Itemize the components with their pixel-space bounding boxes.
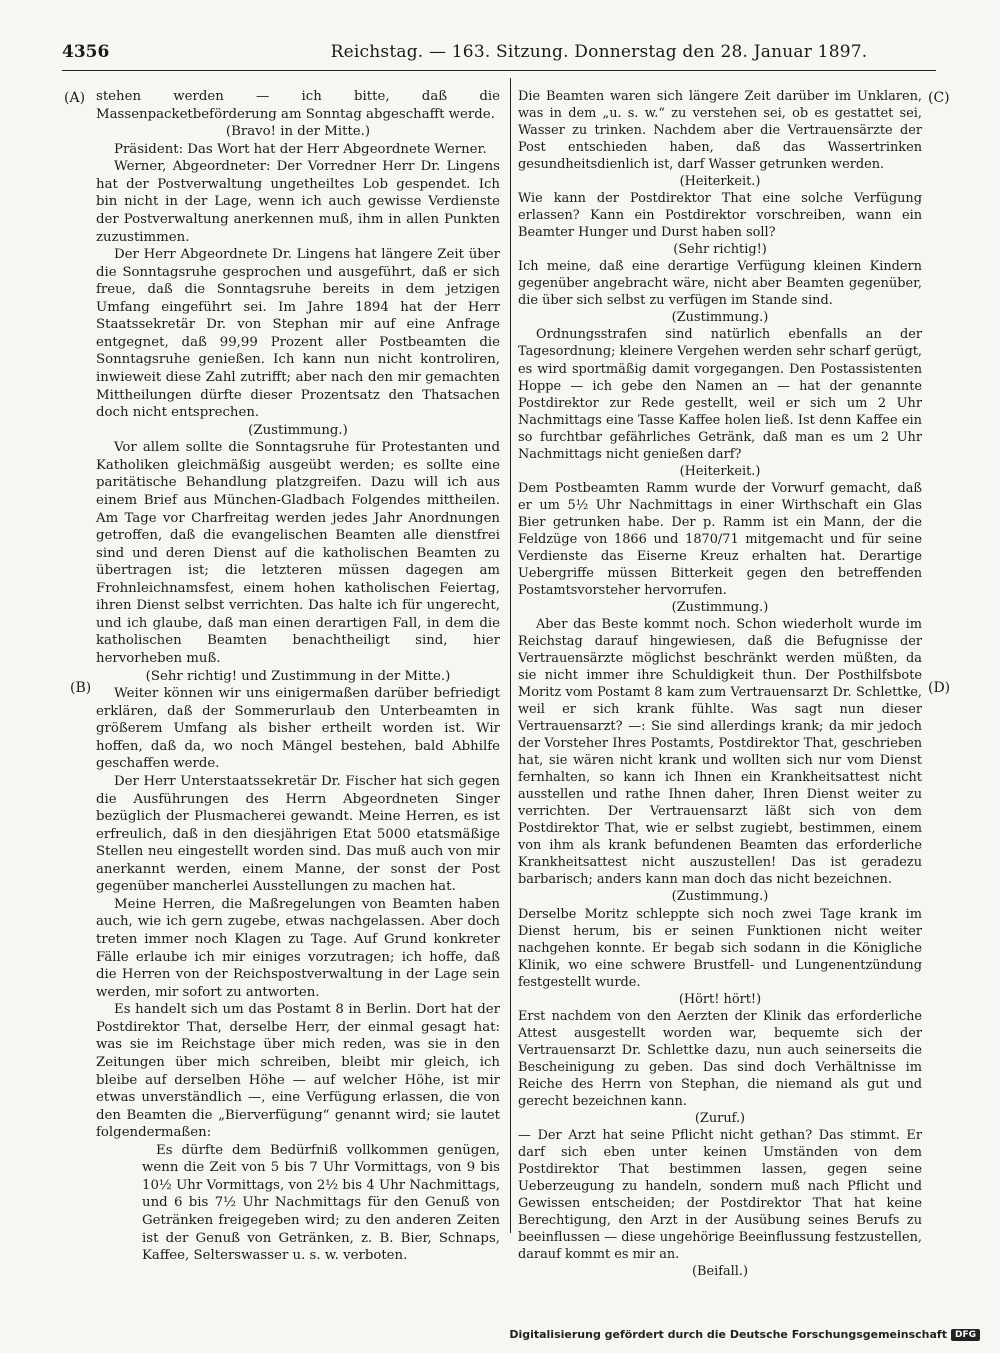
margin-mark-b: (B): [70, 680, 92, 696]
interjection: (Bravo! in der Mitte.): [225, 124, 371, 140]
quoted-decree: Es dürfte dem Bedürfniß vollkommen genügen, wenn die Zeit von 5 bis 7 Uhr Vormittags, von 9 bis 10½ Uhr Vormittags, von 2½ bis 4 Uhr Nachmittags, und 6 bis 7½ Uhr Nachmittags für den Genuß von Getränken freigegeben wird; zu den anderen Zeiten ist der Genuß von Getränken, z. B. Bier, Schnaps, Kaffee, Selterswasser u. s. w. verboten.: [142, 1142, 500, 1264]
paragraph: Meine Herren, die Maßregelungen von Beamten haben auch, wie ich gern zugebe, etwas nachgelassen. Aber doch treten immer noch Klagen zu Tage. Auf Grund konkreter Fälle erlaube ich mir einiges vorzutragen; ich hoffe, daß die Herren von der Reichspostverwaltung in der Lage sein werden, mir sofort zu antworten.: [96, 896, 500, 1000]
paragraph: Derselbe Moritz schleppte sich noch zwei Tage krank im Dienst herum, bis er seinen Funktionen nicht weiter nachgehen konnte. Er begab sich sodann in die Königliche Klinik, wo eine schwere Brustfell- und Lungenentzündung festgestellt wurde.: [518, 906, 922, 990]
paragraph: Die Beamten waren sich längere Zeit darüber im Unklaren, was in dem „u. s. w.“ zu verstehen sei, ob es gestattet sei, Wasser zu trinken. Nachdem aber die Vertrauensärzte der Post entschieden haben, daß das Wassertrinken gesundheitsdienlich ist, darf Wasser getrunken werden.: [518, 89, 922, 173]
header-rule: [62, 70, 936, 71]
paragraph: Ich meine, daß eine derartige Verfügung kleinen Kindern gegenüber angebracht wäre, nicht aber Beamten gegenüber, die über sich selbst zu verfügen im Stande sind.: [518, 259, 922, 309]
margin-mark-d: (D): [928, 680, 951, 696]
paragraph: — Der Arzt hat seine Pflicht nicht gethan? Das stimmt. Er darf sich eben unter keinen Umständen von dem Postdirektor That bestimmen lassen, gegen seine Ueberzeugung zu handeln, sondern muß nach Pflicht und Gewissen entscheiden; der Postdirektor That hat keine Berechtigung, den Arzt in der Ausübung seines Berufs zu beeinflussen — diese ungehörige Beeinflussung festzustellen, darauf kommt es mir an.: [518, 1127, 922, 1263]
page-number: 4356: [62, 42, 110, 62]
paragraph: Vor allem sollte die Sonntagsruhe für Protestanten und Katholiken gleichmäßig ausgeübt werden; es sollte eine paritätische Behandlung platzgreifen. Dazu will ich aus einem Brief aus München-Gladbach Folgendes mittheilen. Am Tage vor Charfreitag werden jedes Jahr Anordnungen getroffen, daß die evangelischen Beamten alle dienstfrei sind und deren Dienst auf die katholischen Beamten zu übertragen ist; die letzteren müssen dagegen am Frohnleichnamsfest, einem hohen katholischen Feiertag, ihren Dienst selbst verrichten. Das halte ich für ungerecht, und ich glaube, daß man einen derartigen Fall, in dem die katholischen Beamten benachtheiligt sind, hier hervorheben muß.: [96, 440, 500, 666]
interjection: (Hört! hört!): [678, 991, 762, 1007]
paragraph: Wie kann der Postdirektor That eine solche Verfügung erlassen? Kann ein Postdirektor vorschreiben, wann ein Beamter Hunger und Durst haben soll?: [518, 191, 922, 241]
left-column: [96, 88, 500, 1265]
interjection: (Zustimmung.): [248, 422, 348, 438]
margin-mark-a: (A): [64, 90, 86, 106]
interjection: (Beifall.): [691, 1264, 749, 1280]
dfg-logo: DFG: [951, 1329, 980, 1341]
digitization-credit: [509, 1328, 980, 1341]
right-column: [518, 88, 922, 1280]
interjection: (Heiterkeit.): [679, 463, 761, 479]
margin-mark-c: (C): [928, 90, 950, 106]
credit-text: Digitalisierung gefördert durch die Deutsche Forschungsgemeinschaft: [509, 1328, 947, 1341]
column-divider: [510, 78, 511, 1233]
paragraph: Erst nachdem von den Aerzten der Klinik das erforderliche Attest ausgestellt worden war, bequemte sich der Vertrauensarzt Dr. Schlettke dazu, nun auch seinerseits die Bescheinigung zu geben. Das sind doch Verhältnisse im Reiche des Herrn von Stephan, die niemand als gut und gerecht bezeichnen kann.: [518, 1008, 922, 1109]
paragraph: Aber das Beste kommt noch. Schon wiederholt wurde im Reichstag darauf hingewiesen, daß die Befugnisse der Vertrauensärzte möglichst beschränkt werden müßten, da sie nicht immer ihre Schuldigkeit thun. Der Posthilfsbote Moritz vom Postamt 8 kam zum Vertrauensarzt Dr. Schlettke, weil er sich krank fühlte. Was sagt nun dieser Vertrauensarzt? —: Sie sind allerdings krank; da mir jedoch der Vorsteher Ihres Postamts, Postdirektor That, geschrieben hat, sie wären nicht krank und wollten sich nur vom Dienst fernhalten, so kann ich Ihnen ein Krankheitsattest nicht ausstellen und rathe Ihnen daher, Ihren Dienst weiter zu verrichten. Der Vertrauensarzt läßt sich von dem Postdirektor That, wie er selbst zugiebt, bestimmen, einem von ihm als krank befundenen Beamten das erforderliche Krankheitsattest nicht auszustellen! Das ist geradezu barbarisch; anders kann man doch das nicht bezeichnen.: [518, 616, 922, 888]
interjection: (Zustimmung.): [671, 310, 769, 326]
interjection: (Zuruf.): [694, 1110, 746, 1126]
interjection: (Zustimmung.): [671, 599, 769, 615]
paragraph: Ordnungsstrafen sind natürlich ebenfalls an der Tagesordnung; kleinere Vergehen werden sehr scharf gerügt, es wird sportmäßig damit vorgegangen. Den Postassistenten Hoppe — ich gebe den Namen an — hat der genannte Postdirektor zur Rede gestellt, weil er sich um 2 Uhr Nachmittags eine Tasse Kaffee holen ließ. Ist denn Kaffee ein so furchtbar gefährliches Getränk, daß man es um 2 Uhr Nachmittags nicht genießen darf?: [518, 327, 922, 462]
interjection: (Heiterkeit.): [679, 174, 761, 190]
paragraph: Es handelt sich um das Postamt 8 in Berlin. Dort hat der Postdirektor That, derselbe Herr, der einmal gesagt hat: was sie im Reichstage über mich reden, was sie in den Zeitungen über mich schreiben, bleibt mir gleich, ich bleibe auf derselben Höhe — auf welcher Höhe, ist mir etwas unverständlich —, eine Verfügung erlassen, die von den Beamten die „Bierverfügung“ genannt wird; sie lautet folgendermaßen:: [96, 1002, 500, 1141]
interjection: (Sehr richtig!): [673, 242, 767, 258]
paragraph: Präsident: Das Wort hat der Herr Abgeordnete Werner.: [114, 141, 487, 157]
interjection: (Zustimmung.): [671, 889, 769, 905]
running-title: Reichstag. — 163. Sitzung. Donnerstag den 28. Januar 1897.: [330, 42, 868, 62]
paragraph: Der Herr Unterstaatssekretär Dr. Fischer hat sich gegen die Ausführungen des Herrn Abgeordneten Singer bezüglich der Plusmacherei gewandt. Meine Herren, es ist erfreulich, daß in den diesjährigen Etat 5000 etatsmäßige Stellen neu eingestellt worden sind. Das muß auch von mir anerkannt werden, einem Manne, der sonst der Post gegenüber mancherlei Ausstellungen zu machen hat.: [96, 773, 500, 895]
paragraph: Der Herr Abgeordnete Dr. Lingens hat längere Zeit über die Sonntagsruhe gesprochen und ausgeführt, daß er sich freue, daß die Sonntagsruhe bereits in dem jetzigen Umfang eingeführt sei. Im Jahre 1894 hat der Herr Staatssekretär Dr. von Stephan mir auf eine Anfrage entgegnet, daß 99,99 Prozent aller Postbeamten die Sonntagsruhe genießen. Ich kann nun nicht kontroliren, inwieweit diese Zahl zutrifft; aber nach den mir gemachten Mittheilungen dürfte dieser Prozentsatz den Thatsachen doch nicht entsprechen.: [96, 247, 500, 421]
paragraph: Werner, Abgeordneter: Der Vorredner Herr Dr. Lingens hat der Postverwaltung ungetheiltes Lob gespendet. Ich bin nicht in der Lage, wenn ich auch gewisse Verdienste der Postverwaltung anerkennen muß, ihm in allen Punkten zuzustimmen.: [96, 159, 500, 245]
paragraph: stehen werden — ich bitte, daß die Massenpacketbeförderung am Sonntag abgeschafft werde.: [96, 89, 500, 122]
paragraph: Dem Postbeamten Ramm wurde der Vorwurf gemacht, daß er um 5½ Uhr Nachmittags in einer Wirthschaft ein Glas Bier getrunken habe. Der p. Ramm ist ein Mann, der die Feldzüge von 1866 und 1870/71 mitgemacht und für seine Verdienste das Eiserne Kreuz erhalten hat. Derartige Uebergriffe müssen Bitterkeit gegen den betreffenden Postamtsvorsteher hervorrufen.: [518, 480, 922, 598]
page-header: [62, 42, 936, 68]
interjection: (Sehr richtig! und Zustimmung in der Mitte.): [145, 668, 451, 684]
paragraph: Weiter können wir uns einigermaßen darüber befriedigt erklären, daß der Sommerurlaub den Unterbeamten in größerem Umfang als bisher ertheilt worden ist. Wir hoffen, daß da, wo noch Mängel bestehen, bald Abhilfe geschaffen werde.: [96, 686, 500, 772]
